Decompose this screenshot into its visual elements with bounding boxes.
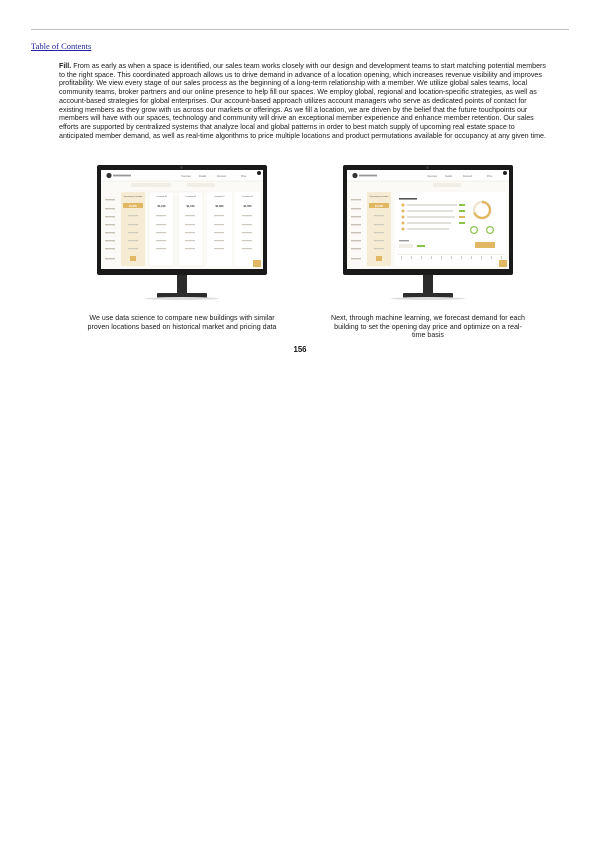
- header-rule: [31, 29, 569, 30]
- panel-heading: [399, 198, 417, 200]
- comparison-dashboard: [101, 170, 263, 269]
- caption-forecast-demand: Next, through machine learning, we forecast demand for each building to set the opening day price and optimize on a real-time basis: [330, 314, 525, 340]
- location-column: [207, 192, 232, 266]
- column-header: Upcoming Location: [123, 196, 143, 198]
- logo-icon: [106, 173, 111, 178]
- monitor-neck: [423, 275, 433, 294]
- nav-item: Details: [445, 175, 453, 178]
- monitor-compare-locations: [97, 165, 267, 300]
- corner-badge: [499, 260, 507, 267]
- table-of-contents-link[interactable]: Table of Contents: [31, 41, 92, 51]
- monitor-bezel: [97, 165, 267, 275]
- nav-item: Overview: [181, 175, 191, 178]
- nav-item: Demand: [217, 175, 227, 178]
- column-header: Location C: [214, 196, 225, 198]
- monitor-neck: [177, 275, 187, 294]
- filter-bar: [187, 183, 215, 187]
- search-bar: [131, 183, 171, 187]
- location-column: [149, 192, 174, 266]
- nav-item: Price: [241, 175, 247, 178]
- camera-dot: [426, 166, 429, 169]
- timeline-line: [397, 254, 505, 255]
- monitor-forecast-demand: [343, 165, 513, 300]
- location-column: [178, 192, 203, 266]
- nav-item: Demand: [463, 175, 473, 178]
- monitor-shadow: [391, 297, 465, 300]
- location-column: [235, 192, 260, 266]
- upcoming-indicator: [376, 256, 382, 261]
- price-input: [399, 244, 413, 248]
- paragraph-lead: Fill.: [59, 62, 72, 70]
- row-labels: [105, 199, 115, 259]
- monitor-shadow: [145, 297, 219, 300]
- price-section-label: [399, 240, 409, 241]
- filter-bar: [433, 183, 461, 187]
- price-label: $1,210: [157, 204, 166, 208]
- column-header: Location A: [156, 196, 167, 198]
- cursor-dot: [257, 171, 261, 175]
- toggle: [417, 245, 425, 247]
- column-header: Location B: [185, 196, 196, 198]
- corner-badge: [253, 260, 261, 267]
- column-header: Upcoming Location: [369, 196, 389, 198]
- nav-item: Overview: [427, 175, 437, 178]
- monitor-screen: [347, 170, 509, 269]
- monitor-bezel: [343, 165, 513, 275]
- price-label: $1,100: [186, 204, 195, 208]
- page-number: 156: [293, 345, 307, 354]
- price-label: $1,800: [215, 204, 224, 208]
- caption-compare-locations: We use data science to compare new buildings with similar proven locations based on historical market and pricing data: [87, 314, 277, 331]
- paragraph-text: From as early as when a space is identified, our sales team works closely with our design and development teams to start matching potential members to the right space. This coordinated approach allows us to drive demand in advance of a location opening, which increases revenue visibility and improves profitability. We view every stage of our sales process as the beginning of a long-term relationship with a member. We utilize global sales teams, local community teams, broker partners and our online presence to help fill our spaces. We employ global, regional and location-specific strategies, as well as account-based strategies for global enterprises. Our account-based approach utilizes account managers who serve as dedicated points of contact for existing members as they grow with us across our markets or offerings. As we fill a location, we are driven by the belief that the future touchpoints our members will have with our spaces, technology and community will drive an exceptional member experience and enhance member retention. Our sales efforts are supported by centralized systems that analyze local and global patterns in order to best match supply of upcoming real estate space to anticipated member demand, as well as real-time algorithms to price multiple locations and product permutations available for occupancy at any given time.: [59, 62, 546, 140]
- price-label: $1,050: [375, 204, 383, 208]
- logo-icon: [352, 173, 357, 178]
- forecast-dashboard: [347, 170, 509, 269]
- column-header: Location D: [242, 196, 253, 198]
- logo-wordmark: [113, 175, 131, 177]
- monitor-screen: [101, 170, 263, 269]
- nav-item: Price: [487, 175, 493, 178]
- camera-dot: [180, 166, 183, 169]
- upcoming-indicator: [130, 256, 136, 261]
- price-label: $1,050: [129, 204, 137, 208]
- nav-item: Details: [199, 175, 207, 178]
- row-labels: [351, 199, 361, 259]
- cursor-dot: [503, 171, 507, 175]
- price-label: $1,050: [243, 204, 252, 208]
- body-paragraph: [59, 62, 547, 140]
- logo-wordmark: [359, 175, 377, 177]
- set-price-button: [475, 242, 495, 248]
